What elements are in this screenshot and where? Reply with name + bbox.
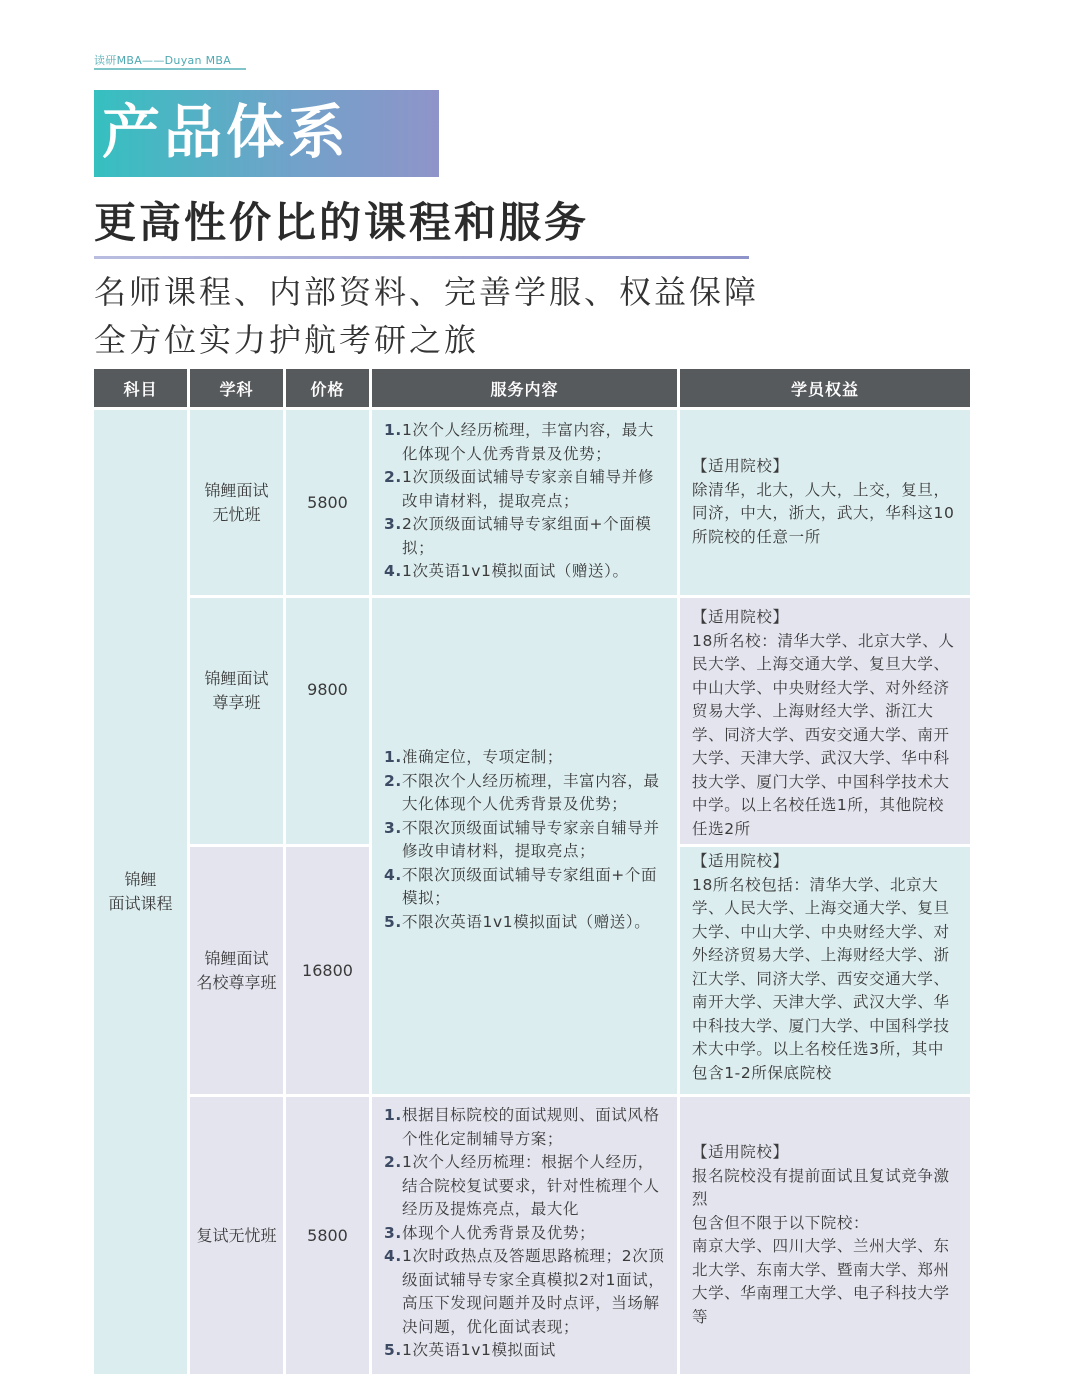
course-name: 复试无忧班 (196, 1225, 277, 1245)
brand-divider (94, 68, 246, 70)
list-item: 5. 不限次英语1v1模拟面试（赠送）。 (384, 912, 651, 931)
list-item: 2. 1次顶级面试辅导专家亲自辅导并修改申请材料，提取亮点； (384, 468, 654, 510)
table-row-4-services (372, 1097, 677, 1374)
header-services: 服务内容 (372, 369, 677, 407)
header-subject: 科目 (94, 369, 187, 407)
table-row-3-name (190, 847, 283, 1094)
banner-title: 产品体系 (102, 98, 351, 166)
table-row-2-name (190, 598, 283, 844)
table-shared-services (372, 598, 677, 1094)
brand-label: 读研MBA——Duyan MBA (94, 54, 232, 67)
price-value: 5800 (307, 493, 348, 512)
price-value: 9800 (307, 680, 348, 699)
subject-label: 锦鲤 面试课程 (108, 870, 173, 913)
list-item: 3. 体现个人优秀背景及优势； (384, 1223, 596, 1242)
rights-body: 18所名校：清华大学、北京大学、人民大学、上海交通大学、复旦大学、中山大学、中央财经大学、对外经济贸易大学、上海财经大学、浙江大学、同济大学、西安交通大学、南开大学、天津大学、武汉大学、华中科技大学、厦门大学、中国科学技术大中学。以上名校任选1所，其他院校任选2所 (692, 631, 955, 838)
page-subtitle: 更高性价比的课程和服务 (94, 198, 590, 247)
course-name: 锦鲤面试 无忧班 (204, 480, 269, 524)
rights-heading: 【适用院校】 (692, 457, 789, 475)
subtitle-divider (94, 256, 749, 259)
table-row-3-price (286, 847, 369, 1094)
table-row-1-services (372, 410, 677, 595)
table-row-4-price (286, 1097, 369, 1374)
course-name: 锦鲤面试 名校尊享班 (196, 948, 277, 992)
subject-cell (94, 410, 187, 1374)
table-row-2-rights (680, 598, 970, 844)
list-item: 4. 不限次顶级面试辅导专家组面+个面模拟； (384, 865, 658, 907)
table-row-4-rights (680, 1097, 970, 1374)
header-rights: 学员权益 (680, 369, 970, 407)
table-row-1-name (190, 410, 283, 595)
table-row-1-price (286, 410, 369, 595)
tagline-1: 名师课程、内部资料、完善学服、权益保障 (94, 273, 760, 311)
service-list (384, 419, 669, 584)
rights-heading: 【适用院校】 (692, 852, 789, 870)
rights-body: 报名院校没有提前面试且复试竞争激烈 (692, 1166, 950, 1208)
rights-heading: 【适用院校】 (692, 608, 789, 626)
header-course: 学科 (190, 369, 283, 407)
rights-heading: 【适用院校】 (692, 1143, 789, 1161)
tagline-2: 全方位实力护航考研之旅 (94, 321, 480, 359)
list-item: 4. 1次时政热点及答题思路梳理；2次顶级面试辅导专家全真模拟2对1面试，高压下发现问题并及时点评，当场解决问题，优化面试表现； (384, 1247, 665, 1336)
rights-body: 包含但不限于以下院校： (692, 1213, 870, 1232)
rights-body: 南京大学、四川大学、兰州大学、东北大学、东南大学、暨南大学、郑州大学、华南理工大学、电子科技大学等 (692, 1237, 950, 1326)
list-item: 1. 准确定位，专项定制； (384, 748, 564, 766)
rights-text (692, 606, 960, 841)
service-list (384, 746, 669, 934)
rights-text (692, 1141, 960, 1329)
rights-text (692, 455, 960, 549)
list-item: 2. 1次个人经历梳理：根据个人经历，结合院校复试要求，针对性梳理个人经历及提炼亮点，最大化 (384, 1153, 660, 1218)
table-row-2-price (286, 598, 369, 844)
price-value: 16800 (302, 961, 353, 980)
header-price: 价格 (286, 369, 369, 407)
list-item: 4. 1次英语1v1模拟面试（赠送）。 (384, 562, 629, 580)
list-item: 3. 2次顶级面试辅导专家组面+个面模拟； (384, 515, 652, 557)
rights-body: 18所名校包括：清华大学、北京大学、人民大学、上海交通大学、复旦大学、中山大学、中央财经大学、对外经济贸易大学、上海财经大学、浙江大学、同济大学、西安交通大学、南开大学、天津大学、武汉大学、华中科技大学、厦门大学、中国科学技术大中学。以上名校任选3所，其中包含1-2所保底院校 (692, 875, 950, 1082)
table-row-4-name (190, 1097, 283, 1374)
title-banner (94, 90, 439, 177)
price-value: 5800 (307, 1226, 348, 1245)
rights-body: 除清华，北大，人大，上交，复旦，同济，中大，浙大，武大，华科这10所院校的任意一所 (692, 480, 955, 546)
table-row-1-rights (680, 410, 970, 595)
list-item: 2. 不限次个人经历梳理，丰富内容，最大化体现个人优秀背景及优势； (384, 771, 660, 813)
list-item: 5. 1次英语1v1模拟面试 (384, 1341, 556, 1359)
rights-text (692, 850, 960, 1085)
list-item: 1. 1次个人经历梳理，丰富内容，最大化体现个人优秀背景及优势； (384, 421, 654, 463)
course-name: 锦鲤面试 尊享班 (204, 669, 269, 712)
list-item: 1. 根据目标院校的面试规则、面试风格个性化定制辅导方案； (384, 1106, 660, 1148)
service-list (384, 1104, 669, 1363)
table-row-3-rights (680, 847, 970, 1094)
list-item: 3. 不限次顶级面试辅导专家亲自辅导并修改申请材料，提取亮点； (384, 818, 660, 860)
